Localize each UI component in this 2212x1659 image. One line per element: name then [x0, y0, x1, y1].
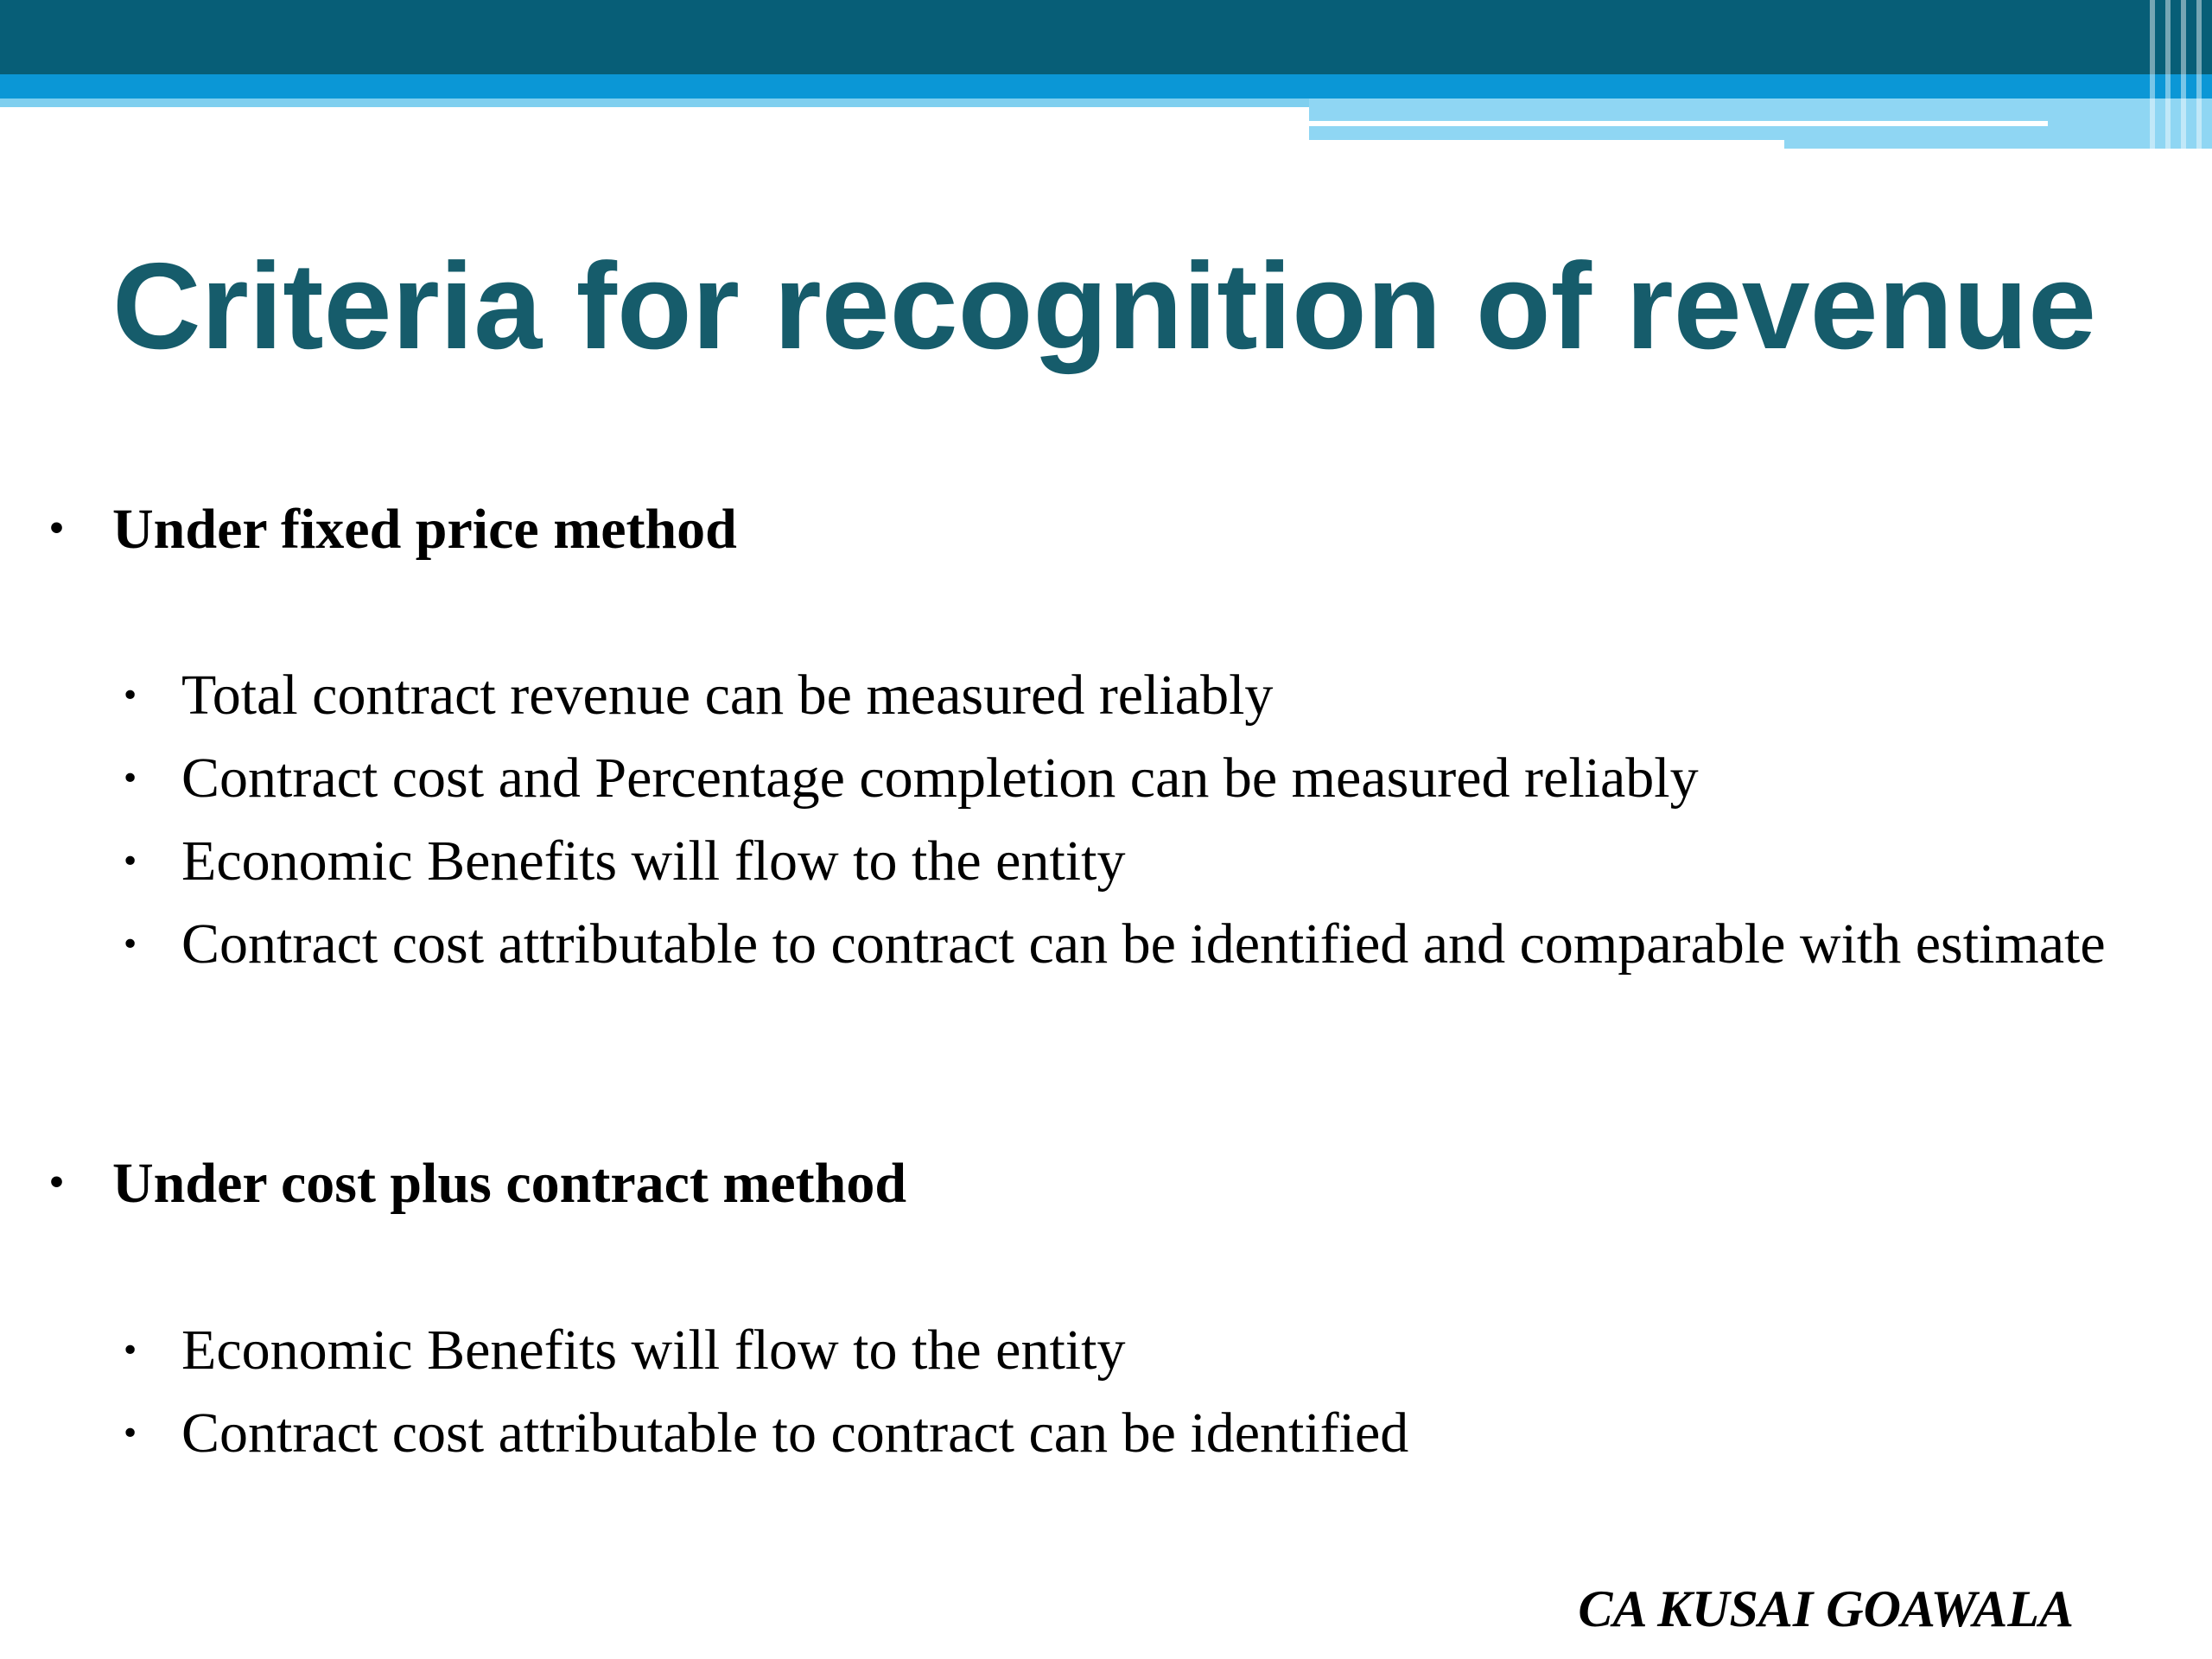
- list-item-text: Contract cost attributable to contract can be identified: [181, 1402, 1409, 1465]
- bullet-icon: •: [47, 1166, 67, 1201]
- list-item: [121, 824, 2108, 899]
- section-heading-text: Under fixed price method: [112, 498, 737, 561]
- header-edge-strip: [2150, 0, 2155, 149]
- bullet-icon: •: [121, 1416, 140, 1452]
- header-band-light: [0, 99, 1309, 107]
- bullet-icon: •: [47, 512, 67, 547]
- header-stripe-line-2: [1309, 140, 1784, 149]
- list-item-text: Economic Benefits will flow to the entity: [181, 1319, 1126, 1382]
- section-heading-fixed-price: [47, 495, 737, 564]
- slide-title: Criteria for recognition of revenue: [112, 238, 2097, 375]
- list-item: [121, 741, 2108, 816]
- list-item: [121, 658, 2108, 733]
- footer-author: CA KUSAI GOAWALA: [1578, 1580, 2074, 1637]
- header-band-blue: [0, 74, 2212, 99]
- list-item-text: Economic Benefits will flow to the entity: [181, 830, 1126, 893]
- list-item-text: Contract cost and Percentage completion can be measured reliably: [181, 747, 1699, 810]
- list-item-text: Contract cost attributable to contract can be identified and comparable with estimate: [181, 912, 2106, 976]
- bullet-icon: •: [121, 844, 140, 880]
- header-edge-strip: [2165, 0, 2171, 149]
- bullet-icon: •: [121, 927, 140, 963]
- section-heading-cost-plus: [47, 1149, 907, 1218]
- header-band-dark: [0, 0, 2212, 74]
- list-item-text: Total contract revenue can be measured reliably: [181, 664, 1274, 727]
- list-item: [121, 1313, 2108, 1388]
- list-item: [121, 907, 2108, 982]
- header-stripe-line: [1309, 121, 2048, 126]
- bullet-icon: •: [121, 1333, 140, 1369]
- section-heading-text: Under cost plus contract method: [112, 1152, 907, 1215]
- bullet-icon: •: [121, 678, 140, 714]
- header-edge-strip: [2181, 0, 2186, 149]
- bullet-icon: •: [121, 761, 140, 797]
- header-edge-strip: [2196, 0, 2202, 149]
- list-item: [121, 1396, 2108, 1471]
